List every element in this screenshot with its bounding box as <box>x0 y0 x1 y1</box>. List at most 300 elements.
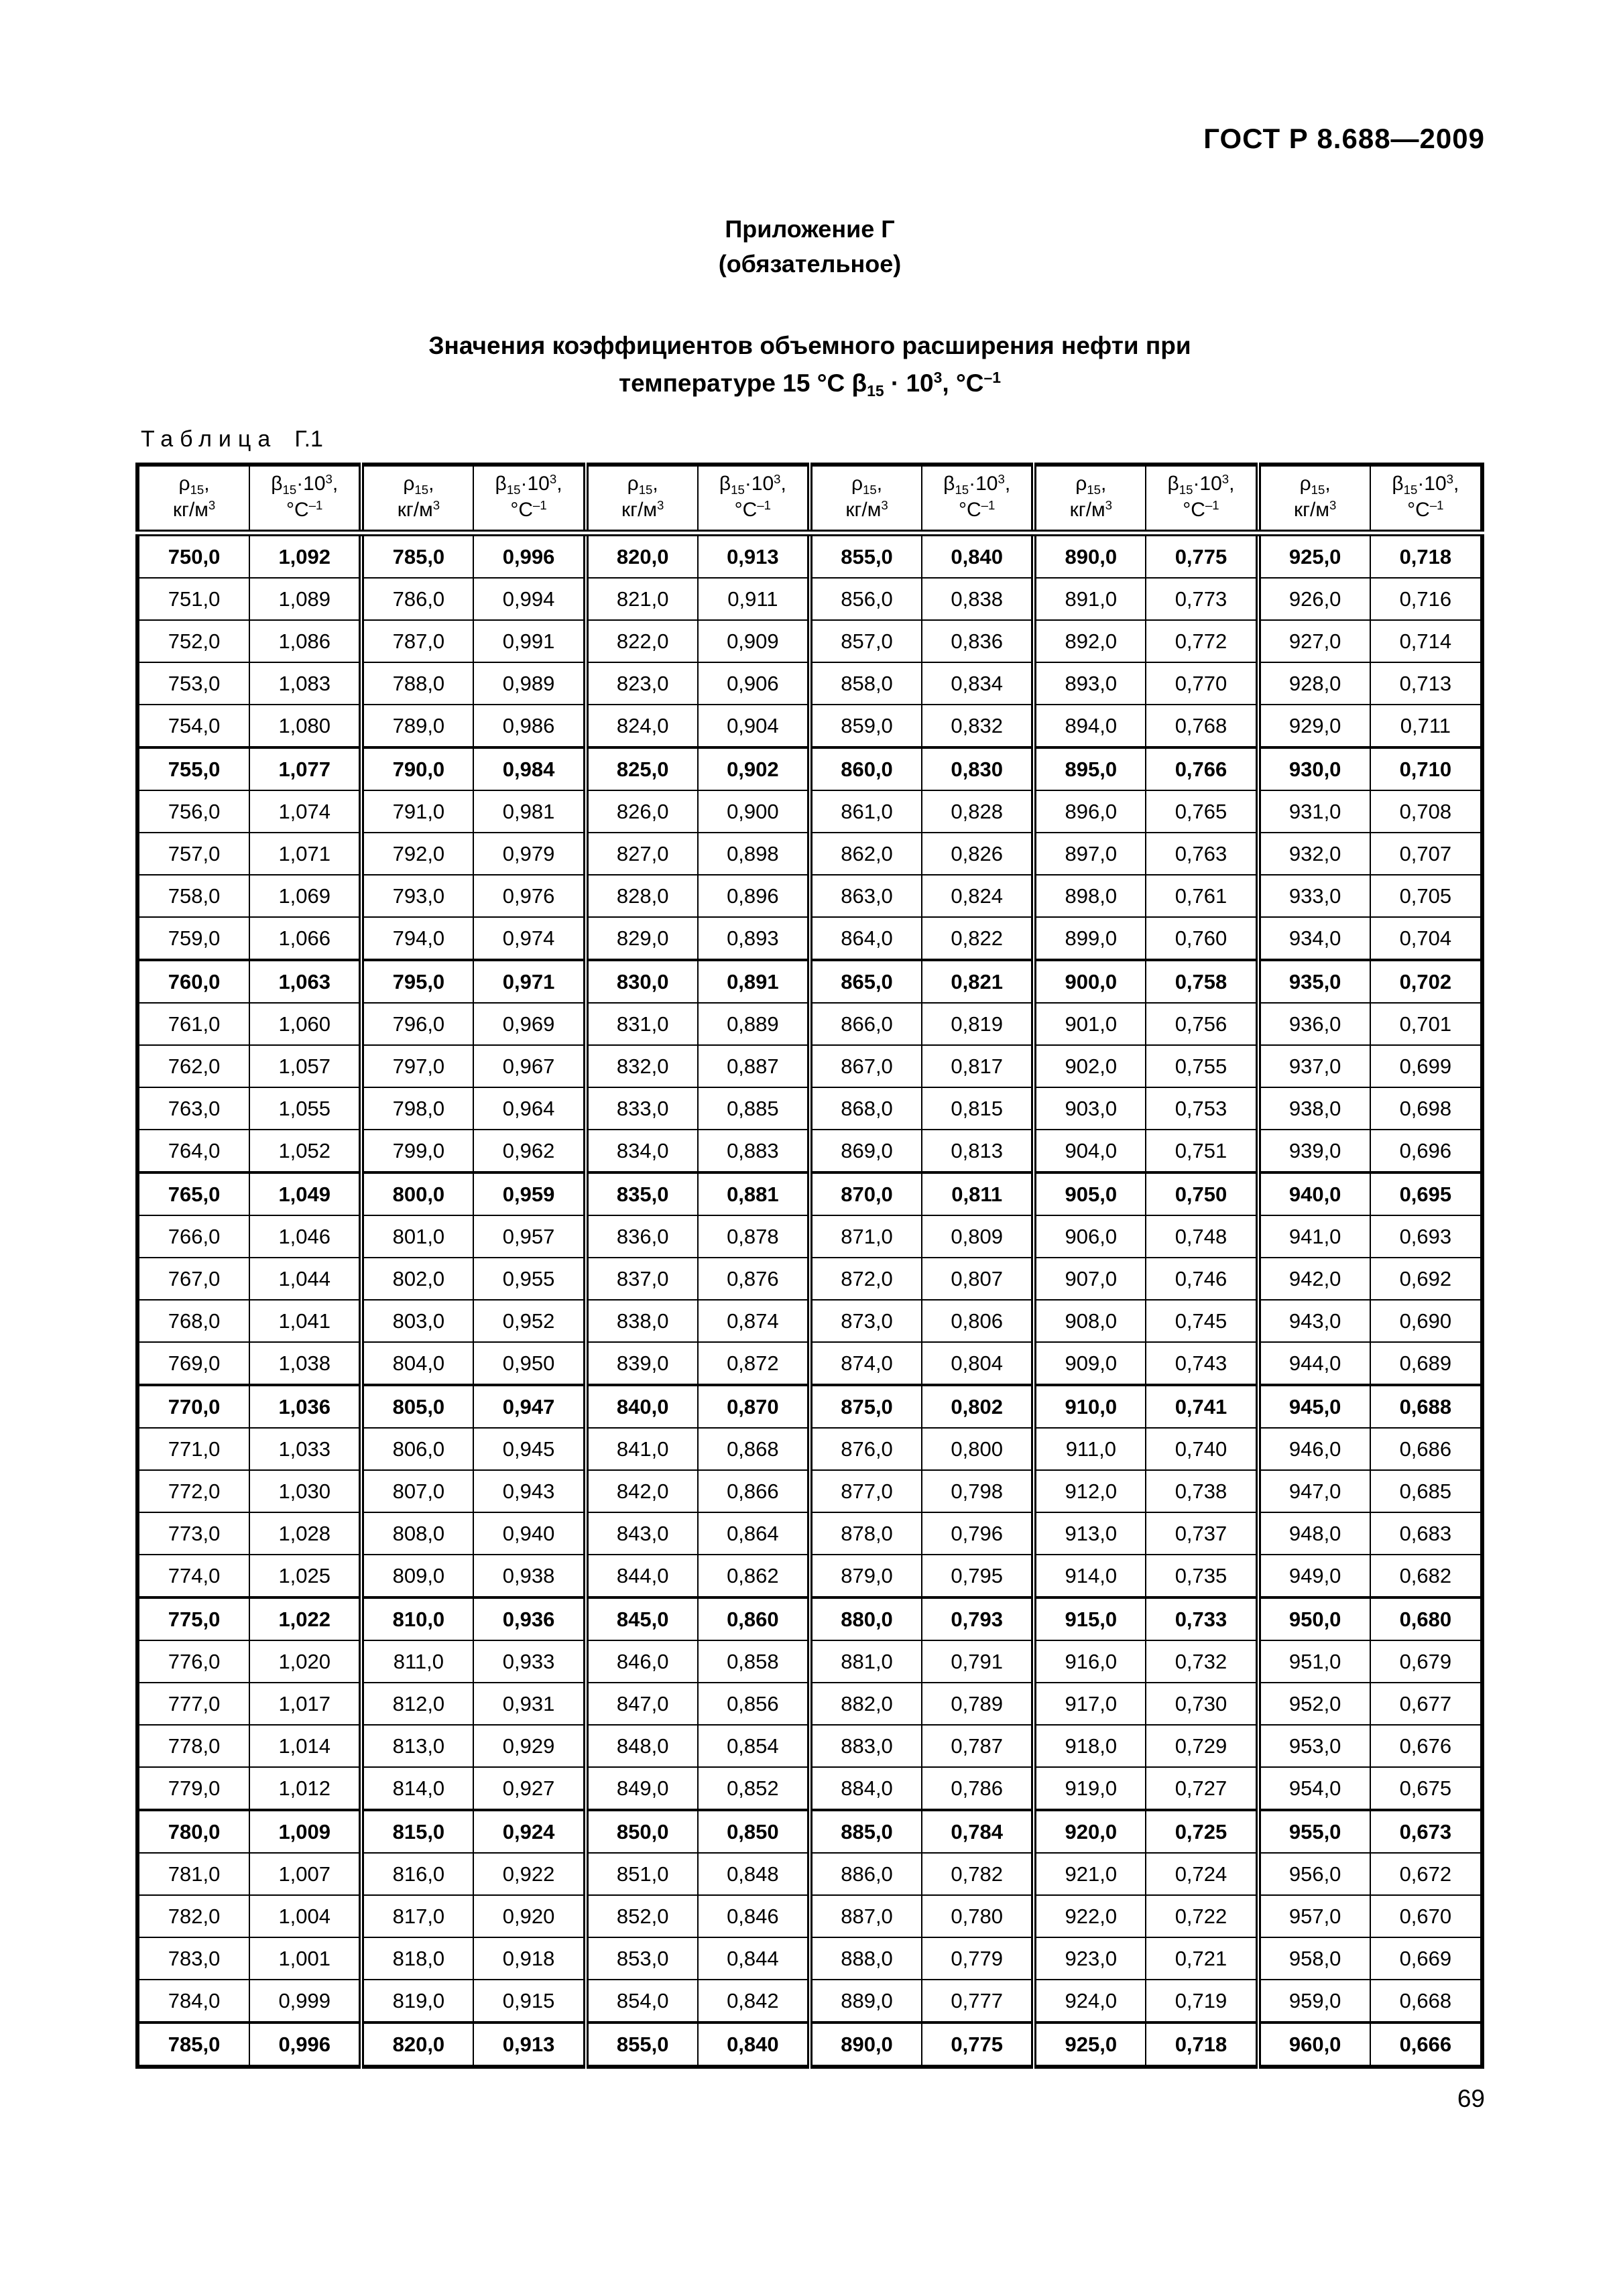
density-cell: 805,0 <box>361 1385 473 1428</box>
density-cell: 937,0 <box>1258 1045 1370 1087</box>
density-cell: 934,0 <box>1258 917 1370 960</box>
appendix-type: (обязательное) <box>718 250 902 278</box>
density-cell: 771,0 <box>137 1428 249 1470</box>
density-cell: 848,0 <box>586 1725 698 1767</box>
density-cell: 941,0 <box>1258 1215 1370 1258</box>
appendix-title: Приложение Г <box>725 215 895 243</box>
density-cell: 928,0 <box>1258 662 1370 705</box>
density-cell: 904,0 <box>1034 1130 1146 1172</box>
beta-cell: 0,740 <box>1146 1428 1258 1470</box>
beta-cell: 0,668 <box>1370 1980 1482 2022</box>
beta-cell: 0,670 <box>1370 1895 1482 1937</box>
title-line-2: температуре 15 °С $\beta_{15} \cdot 10^3$, $^\circ С^{-1}$ <box>618 369 1001 400</box>
beta-cell: 0,724 <box>1146 1853 1258 1895</box>
beta-cell: 0,840 <box>698 2022 810 2067</box>
beta-cell: 0,782 <box>922 1853 1034 1895</box>
density-cell: 886,0 <box>810 1853 922 1895</box>
density-cell: 820,0 <box>586 533 698 578</box>
beta-cell: 1,009 <box>249 1810 361 1853</box>
beta-cell: 0,675 <box>1370 1767 1482 1810</box>
beta-cell: 0,765 <box>1146 790 1258 833</box>
density-cell: 953,0 <box>1258 1725 1370 1767</box>
beta-cell: 0,707 <box>1370 833 1482 875</box>
beta-cell: 1,001 <box>249 1937 361 1980</box>
table-row <box>137 917 1482 960</box>
density-cell: 782,0 <box>137 1895 249 1937</box>
density-cell: 932,0 <box>1258 833 1370 875</box>
density-cell: 888,0 <box>810 1937 922 1980</box>
beta-cell: 0,689 <box>1370 1342 1482 1385</box>
beta-cell: 0,817 <box>922 1045 1034 1087</box>
density-cell: 756,0 <box>137 790 249 833</box>
beta-cell: 0,844 <box>698 1937 810 1980</box>
density-cell: 799,0 <box>361 1130 473 1172</box>
density-cell: 951,0 <box>1258 1640 1370 1683</box>
density-cell: 930,0 <box>1258 747 1370 790</box>
density-cell: 860,0 <box>810 747 922 790</box>
density-cell: 820,0 <box>361 2022 473 2067</box>
density-cell: 839,0 <box>586 1342 698 1385</box>
density-cell: 935,0 <box>1258 960 1370 1003</box>
beta-cell: 0,775 <box>1146 533 1258 578</box>
density-cell: 944,0 <box>1258 1342 1370 1385</box>
beta-cell: 0,738 <box>1146 1470 1258 1512</box>
density-cell: 801,0 <box>361 1215 473 1258</box>
density-cell: 909,0 <box>1034 1342 1146 1385</box>
density-cell: 949,0 <box>1258 1555 1370 1597</box>
beta-cell: 0,714 <box>1370 620 1482 662</box>
density-cell: 879,0 <box>810 1555 922 1597</box>
density-cell: 790,0 <box>361 747 473 790</box>
density-cell: 885,0 <box>810 1810 922 1853</box>
beta-cell: 0,735 <box>1146 1555 1258 1597</box>
beta-cell: 0,748 <box>1146 1215 1258 1258</box>
table-row <box>137 1428 1482 1470</box>
beta-cell: 0,920 <box>473 1895 585 1937</box>
column-header-beta: $\beta_{15}\cdot 10^3$, $^\circ С^{-1}$ <box>249 465 361 533</box>
density-cell: 927,0 <box>1258 620 1370 662</box>
density-cell: 842,0 <box>586 1470 698 1512</box>
density-cell: 924,0 <box>1034 1980 1146 2022</box>
density-cell: 762,0 <box>137 1045 249 1087</box>
beta-cell: 1,036 <box>249 1385 361 1428</box>
density-cell: 871,0 <box>810 1215 922 1258</box>
beta-cell: 0,780 <box>922 1895 1034 1937</box>
beta-cell: 0,733 <box>1146 1597 1258 1640</box>
density-cell: 826,0 <box>586 790 698 833</box>
density-cell: 859,0 <box>810 705 922 747</box>
density-cell: 825,0 <box>586 747 698 790</box>
beta-cell: 0,807 <box>922 1258 1034 1300</box>
table-row <box>137 1300 1482 1342</box>
beta-cell: 1,049 <box>249 1172 361 1215</box>
beta-cell: 0,688 <box>1370 1385 1482 1428</box>
table-row <box>137 1172 1482 1215</box>
table-row <box>137 1045 1482 1087</box>
density-cell: 854,0 <box>586 1980 698 2022</box>
density-cell: 855,0 <box>586 2022 698 2067</box>
beta-cell: 0,786 <box>922 1767 1034 1810</box>
density-cell: 898,0 <box>1034 875 1146 917</box>
beta-cell: 0,751 <box>1146 1130 1258 1172</box>
beta-cell: 0,984 <box>473 747 585 790</box>
title-line-1: Значения коэффициентов объемного расширения нефти при <box>428 332 1191 359</box>
beta-cell: 0,693 <box>1370 1215 1482 1258</box>
beta-cell: 1,052 <box>249 1130 361 1172</box>
density-cell: 802,0 <box>361 1258 473 1300</box>
beta-cell: 1,080 <box>249 705 361 747</box>
density-cell: 883,0 <box>810 1725 922 1767</box>
beta-cell: 0,777 <box>922 1980 1034 2022</box>
density-cell: 778,0 <box>137 1725 249 1767</box>
beta-cell: 1,007 <box>249 1853 361 1895</box>
beta-cell: 1,077 <box>249 747 361 790</box>
density-cell: 938,0 <box>1258 1087 1370 1130</box>
density-cell: 923,0 <box>1034 1937 1146 1980</box>
beta-cell: 0,940 <box>473 1512 585 1555</box>
beta-cell: 0,864 <box>698 1512 810 1555</box>
density-cell: 905,0 <box>1034 1172 1146 1215</box>
density-cell: 916,0 <box>1034 1640 1146 1683</box>
beta-cell: 1,017 <box>249 1683 361 1725</box>
beta-cell: 0,840 <box>922 533 1034 578</box>
beta-cell: 0,750 <box>1146 1172 1258 1215</box>
beta-cell: 1,086 <box>249 620 361 662</box>
density-cell: 874,0 <box>810 1342 922 1385</box>
density-cell: 940,0 <box>1258 1172 1370 1215</box>
beta-cell: 0,962 <box>473 1130 585 1172</box>
beta-cell: 0,957 <box>473 1215 585 1258</box>
beta-cell: 0,943 <box>473 1470 585 1512</box>
density-cell: 925,0 <box>1034 2022 1146 2067</box>
density-cell: 954,0 <box>1258 1767 1370 1810</box>
table-label-number: Г.1 <box>294 426 323 452</box>
density-cell: 846,0 <box>586 1640 698 1683</box>
beta-cell: 0,902 <box>698 747 810 790</box>
beta-cell: 0,856 <box>698 1683 810 1725</box>
beta-cell: 0,996 <box>249 2022 361 2067</box>
beta-cell: 1,071 <box>249 833 361 875</box>
table-row <box>137 620 1482 662</box>
beta-cell: 0,730 <box>1146 1683 1258 1725</box>
beta-cell: 0,838 <box>922 578 1034 620</box>
density-cell: 900,0 <box>1034 960 1146 1003</box>
table-row <box>137 1385 1482 1428</box>
beta-cell: 0,858 <box>698 1640 810 1683</box>
beta-cell: 0,732 <box>1146 1640 1258 1683</box>
density-cell: 768,0 <box>137 1300 249 1342</box>
beta-cell: 0,860 <box>698 1597 810 1640</box>
density-cell: 779,0 <box>137 1767 249 1810</box>
density-cell: 759,0 <box>137 917 249 960</box>
density-cell: 872,0 <box>810 1258 922 1300</box>
beta-cell: 0,696 <box>1370 1130 1482 1172</box>
table-row <box>137 1215 1482 1258</box>
beta-cell: 0,881 <box>698 1172 810 1215</box>
beta-cell: 0,822 <box>922 917 1034 960</box>
beta-cell: 1,014 <box>249 1725 361 1767</box>
beta-cell: 0,673 <box>1370 1810 1482 1853</box>
beta-cell: 0,955 <box>473 1258 585 1300</box>
density-cell: 851,0 <box>586 1853 698 1895</box>
beta-cell: 0,922 <box>473 1853 585 1895</box>
table-row <box>137 1555 1482 1597</box>
density-cell: 806,0 <box>361 1428 473 1470</box>
beta-cell: 0,760 <box>1146 917 1258 960</box>
density-cell: 893,0 <box>1034 662 1146 705</box>
column-header-rho: $\rho_{15}$, $кг/м^3$ <box>137 465 249 533</box>
beta-cell: 0,964 <box>473 1087 585 1130</box>
beta-cell: 0,795 <box>922 1555 1034 1597</box>
beta-cell: 0,996 <box>473 533 585 578</box>
density-cell: 858,0 <box>810 662 922 705</box>
table-row <box>137 1470 1482 1512</box>
beta-cell: 0,679 <box>1370 1640 1482 1683</box>
density-cell: 835,0 <box>586 1172 698 1215</box>
beta-cell: 0,755 <box>1146 1045 1258 1087</box>
beta-cell: 1,066 <box>249 917 361 960</box>
table-row <box>137 1087 1482 1130</box>
density-cell: 903,0 <box>1034 1087 1146 1130</box>
density-cell: 901,0 <box>1034 1003 1146 1045</box>
beta-cell: 0,832 <box>922 705 1034 747</box>
beta-cell: 0,746 <box>1146 1258 1258 1300</box>
density-cell: 800,0 <box>361 1172 473 1215</box>
beta-cell: 0,704 <box>1370 917 1482 960</box>
density-cell: 755,0 <box>137 747 249 790</box>
beta-cell: 0,676 <box>1370 1725 1482 1767</box>
beta-cell: 0,868 <box>698 1428 810 1470</box>
density-cell: 890,0 <box>1034 533 1146 578</box>
density-cell: 912,0 <box>1034 1470 1146 1512</box>
beta-cell: 1,060 <box>249 1003 361 1045</box>
density-cell: 824,0 <box>586 705 698 747</box>
beta-cell: 1,063 <box>249 960 361 1003</box>
table-row <box>137 662 1482 705</box>
beta-cell: 0,705 <box>1370 875 1482 917</box>
table-row <box>137 1640 1482 1683</box>
density-cell: 882,0 <box>810 1683 922 1725</box>
density-cell: 910,0 <box>1034 1385 1146 1428</box>
beta-cell: 0,878 <box>698 1215 810 1258</box>
beta-cell: 0,708 <box>1370 790 1482 833</box>
beta-cell: 0,874 <box>698 1300 810 1342</box>
beta-cell: 0,938 <box>473 1555 585 1597</box>
density-cell: 832,0 <box>586 1045 698 1087</box>
beta-cell: 0,848 <box>698 1853 810 1895</box>
density-cell: 892,0 <box>1034 620 1146 662</box>
beta-cell: 0,701 <box>1370 1003 1482 1045</box>
density-cell: 887,0 <box>810 1895 922 1937</box>
beta-cell: 0,959 <box>473 1172 585 1215</box>
beta-cell: 1,004 <box>249 1895 361 1937</box>
beta-cell: 0,770 <box>1146 662 1258 705</box>
page-number: 69 <box>1457 2085 1485 2112</box>
beta-cell: 0,798 <box>922 1470 1034 1512</box>
density-cell: 899,0 <box>1034 917 1146 960</box>
density-cell: 891,0 <box>1034 578 1146 620</box>
density-cell: 911,0 <box>1034 1428 1146 1470</box>
density-cell: 919,0 <box>1034 1767 1146 1810</box>
density-cell: 753,0 <box>137 662 249 705</box>
table-row <box>137 578 1482 620</box>
density-cell: 939,0 <box>1258 1130 1370 1172</box>
density-cell: 833,0 <box>586 1087 698 1130</box>
density-cell: 957,0 <box>1258 1895 1370 1937</box>
beta-cell: 0,891 <box>698 960 810 1003</box>
beta-cell: 1,057 <box>249 1045 361 1087</box>
beta-cell: 0,741 <box>1146 1385 1258 1428</box>
beta-cell: 0,945 <box>473 1428 585 1470</box>
density-cell: 830,0 <box>586 960 698 1003</box>
beta-cell: 0,702 <box>1370 960 1482 1003</box>
beta-cell: 0,819 <box>922 1003 1034 1045</box>
column-header-beta: $\beta_{15}\cdot 10^3$, $^\circ С^{-1}$ <box>1146 465 1258 533</box>
density-cell: 946,0 <box>1258 1428 1370 1470</box>
beta-cell: 1,074 <box>249 790 361 833</box>
density-cell: 840,0 <box>586 1385 698 1428</box>
density-cell: 881,0 <box>810 1640 922 1683</box>
density-cell: 829,0 <box>586 917 698 960</box>
density-cell: 798,0 <box>361 1087 473 1130</box>
density-cell: 926,0 <box>1258 578 1370 620</box>
beta-cell: 0,743 <box>1146 1342 1258 1385</box>
density-cell: 918,0 <box>1034 1725 1146 1767</box>
density-cell: 781,0 <box>137 1853 249 1895</box>
density-cell: 785,0 <box>361 533 473 578</box>
density-cell: 763,0 <box>137 1087 249 1130</box>
density-cell: 915,0 <box>1034 1597 1146 1640</box>
density-cell: 867,0 <box>810 1045 922 1087</box>
table-row <box>137 1597 1482 1640</box>
table-row <box>137 533 1482 578</box>
beta-cell: 1,041 <box>249 1300 361 1342</box>
beta-cell: 0,906 <box>698 662 810 705</box>
beta-cell: 0,789 <box>922 1683 1034 1725</box>
beta-cell: 0,969 <box>473 1003 585 1045</box>
beta-cell: 0,876 <box>698 1258 810 1300</box>
table-row <box>137 1810 1482 1853</box>
beta-cell: 0,947 <box>473 1385 585 1428</box>
density-cell: 837,0 <box>586 1258 698 1300</box>
table-row <box>137 1853 1482 1895</box>
density-cell: 889,0 <box>810 1980 922 2022</box>
density-cell: 907,0 <box>1034 1258 1146 1300</box>
column-header-beta: $\beta_{15}\cdot 10^3$, $^\circ С^{-1}$ <box>473 465 585 533</box>
density-cell: 845,0 <box>586 1597 698 1640</box>
density-cell: 757,0 <box>137 833 249 875</box>
column-header-rho: $\rho_{15}$, $кг/м^3$ <box>586 465 698 533</box>
beta-cell: 0,711 <box>1370 705 1482 747</box>
density-cell: 870,0 <box>810 1172 922 1215</box>
beta-cell: 0,680 <box>1370 1597 1482 1640</box>
density-cell: 876,0 <box>810 1428 922 1470</box>
beta-cell: 0,761 <box>1146 875 1258 917</box>
beta-cell: 0,793 <box>922 1597 1034 1640</box>
beta-cell: 0,933 <box>473 1640 585 1683</box>
beta-cell: 0,768 <box>1146 705 1258 747</box>
beta-cell: 0,931 <box>473 1683 585 1725</box>
density-cell: 914,0 <box>1034 1555 1146 1597</box>
density-cell: 841,0 <box>586 1428 698 1470</box>
beta-cell: 0,994 <box>473 578 585 620</box>
beta-cell: 0,896 <box>698 875 810 917</box>
column-header-beta: $\beta_{15}\cdot 10^3$, $^\circ С^{-1}$ <box>698 465 810 533</box>
beta-cell: 0,737 <box>1146 1512 1258 1555</box>
density-cell: 792,0 <box>361 833 473 875</box>
density-cell: 956,0 <box>1258 1853 1370 1895</box>
beta-cell: 0,815 <box>922 1087 1034 1130</box>
density-cell: 890,0 <box>810 2022 922 2067</box>
density-cell: 861,0 <box>810 790 922 833</box>
beta-cell: 0,981 <box>473 790 585 833</box>
beta-cell: 0,719 <box>1146 1980 1258 2022</box>
beta-cell: 0,824 <box>922 875 1034 917</box>
column-header-beta: $\beta_{15}\cdot 10^3$, $^\circ С^{-1}$ <box>1370 465 1482 533</box>
beta-cell: 0,842 <box>698 1980 810 2022</box>
beta-cell: 0,766 <box>1146 747 1258 790</box>
beta-cell: 0,889 <box>698 1003 810 1045</box>
beta-cell: 0,900 <box>698 790 810 833</box>
table-row <box>137 705 1482 747</box>
beta-cell: 0,692 <box>1370 1258 1482 1300</box>
beta-cell: 0,989 <box>473 662 585 705</box>
beta-cell: 0,830 <box>922 747 1034 790</box>
density-cell: 754,0 <box>137 705 249 747</box>
beta-cell: 0,893 <box>698 917 810 960</box>
density-cell: 897,0 <box>1034 833 1146 875</box>
table-row <box>137 1683 1482 1725</box>
beta-cell: 0,779 <box>922 1937 1034 1980</box>
beta-cell: 0,913 <box>473 2022 585 2067</box>
density-cell: 895,0 <box>1034 747 1146 790</box>
beta-cell: 0,846 <box>698 1895 810 1937</box>
beta-cell: 0,686 <box>1370 1428 1482 1470</box>
beta-cell: 0,979 <box>473 833 585 875</box>
beta-cell: 0,911 <box>698 578 810 620</box>
density-cell: 902,0 <box>1034 1045 1146 1087</box>
density-cell: 947,0 <box>1258 1470 1370 1512</box>
table-row <box>137 1130 1482 1172</box>
density-cell: 950,0 <box>1258 1597 1370 1640</box>
density-cell: 766,0 <box>137 1215 249 1258</box>
density-cell: 765,0 <box>137 1172 249 1215</box>
beta-cell: 0,787 <box>922 1725 1034 1767</box>
document-title <box>135 327 1484 405</box>
density-cell: 855,0 <box>810 533 922 578</box>
beta-cell: 0,784 <box>922 1810 1034 1853</box>
density-cell: 864,0 <box>810 917 922 960</box>
beta-cell: 0,756 <box>1146 1003 1258 1045</box>
density-cell: 773,0 <box>137 1512 249 1555</box>
density-cell: 795,0 <box>361 960 473 1003</box>
table-row <box>137 1937 1482 1980</box>
beta-cell: 0,758 <box>1146 960 1258 1003</box>
density-cell: 929,0 <box>1258 705 1370 747</box>
beta-cell: 0,887 <box>698 1045 810 1087</box>
beta-cell: 0,952 <box>473 1300 585 1342</box>
density-cell: 959,0 <box>1258 1980 1370 2022</box>
beta-cell: 0,716 <box>1370 578 1482 620</box>
beta-cell: 1,020 <box>249 1640 361 1683</box>
density-cell: 948,0 <box>1258 1512 1370 1555</box>
density-cell: 808,0 <box>361 1512 473 1555</box>
beta-cell: 1,089 <box>249 578 361 620</box>
table-row <box>137 875 1482 917</box>
density-cell: 803,0 <box>361 1300 473 1342</box>
beta-cell: 0,718 <box>1370 533 1482 578</box>
density-cell: 758,0 <box>137 875 249 917</box>
